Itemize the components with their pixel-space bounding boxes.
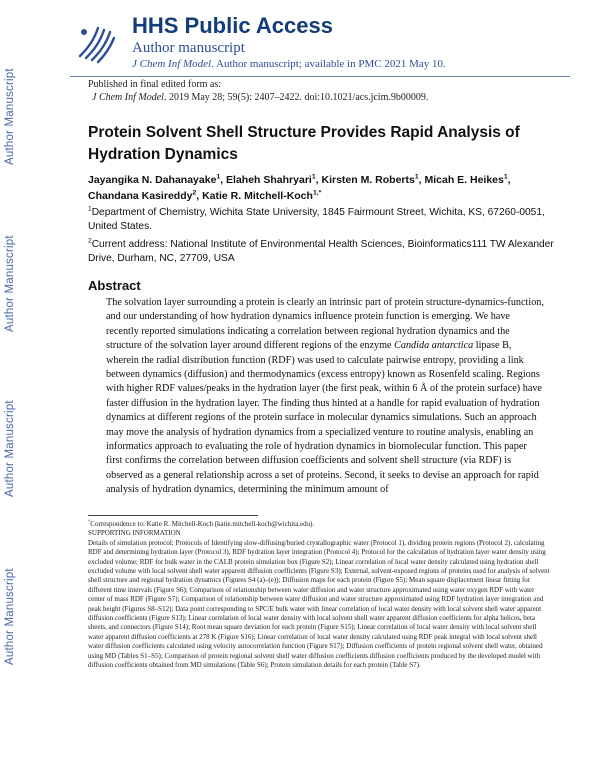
published-line1: Published in final edited form as: [88, 79, 222, 90]
published-info [88, 78, 428, 104]
hhs-eagle-logo-icon [74, 18, 118, 66]
article-title: Protein Solvent Shell Structure Provides Rapid Analysis of Hydration Dynamics [88, 124, 520, 163]
author-list: Jayangika N. Dahanayake$^1$, Elaheh Shahryari$^1$, Kirsten M. Roberts$^1$, Micah E. Heikes$^1$, Chandana Kasireddy$^2$, Katie R. Mitchell-Koch$^{1,*}$ [88, 173, 511, 202]
footnotes [88, 520, 550, 671]
hhs-citation [132, 58, 446, 70]
published-journal: J Chem Inf Model [92, 92, 164, 103]
published-line2 [88, 91, 428, 104]
affiliation-2: $^2$Current address: National Institute of Environmental Health Sciences, Bioinformatics111 TW Alexander Drive, Durham, NC, 27709, USA [88, 237, 554, 264]
side-label-1: Author Manuscript [4, 68, 16, 166]
author: Kirsten M. Roberts$^1$ [321, 173, 419, 186]
author: Chandana Kasireddy$^2$ [88, 189, 197, 202]
header-rule [70, 76, 570, 77]
author: Katie R. Mitchell-Koch$^{1,*}$ [202, 189, 322, 202]
author: Jayangika N. Dahanayake$^1$ [88, 173, 221, 186]
author: Micah E. Heikes$^1$ [424, 173, 508, 186]
author: Elaheh Shahryari$^1$ [226, 173, 316, 186]
abstract-text: The solvation layer surrounding a protein is clearly an intrinsic part of protein structure-dynamics-function, and our understanding of how hydration dynamics influence protein function is emerging. We have recently reported simulations indicating a correlation between regional hydration dynamics and the structure of the solvation layer around different regions of the enzyme Candida antarctica lipase B, wherein the radial distribution function (RDF) was used to calculate pairwise entropy, providing a link between dynamics (diffusion) and thermodynamics (excess entropy) known as Rosenfeld scaling. Regions with higher RDF values/peaks in the hydration layer (the first peak, within 6 Å of the protein surface) have faster diffusion in the hydration layer. The finding thus hinted at a handle for rapid evaluation of hydration dynamics at different regions of the protein surface in molecular dynamics simulations. Such an approach may move the analysis of hydration dynamics from a specialized venture to routine analysis, enabling an informatics approach to evaluating the role of hydration dynamics in biomolecular function. This paper first confirms the correlation between diffusion coefficients and solvent shell structure (via RDF) is observed as a general relationship across a set of proteins. Second, it seeks to devise an approach for rapid analysis of hydration dynamics, determining the minimum amount of [106, 297, 544, 496]
supporting-text: Details of simulation protocol; Protocols of Identifying slow-diffusing/buried crystallographic water (Protocol 1), dividing protein regions (Protocol 2), calculating RDF and determining hydration layer (Protocol 3), RDF hydration layer integration (Protocol 4); Protocol for the calculation of hydration layer water density using excluded volume; RDF for bulk water in the CALB protein simulation box (Figure S2); Linear correlation of local water density calculated using hydration shell excluded volume with local solvent shell water apparent diffusion coefficients (Figure S3); External, solvent-exposed regions of proteins used for analysis of solvent shell structure and regional hydration dynamics (Figures S4 (a)–(e)); Diffusion maps for each protein (Figure S5); Mean square displacement linear fitting for different time intervals (Figure S6); Comparison of relationship between water diffusion and water structure approximated using water oxygen RDF with water center of mass RDF (Figure S7); Comparison of relationship between water diffusion and water structure approximated using RDF hydration layer integration and peak height (Figures S8–S12); Data point corresponding to SPC/E bulk water with linear correlation of local water density with local solvent shell water apparent diffusion coefficients (Figure S13); Linear correlation of local water density with local solvent shell water apparent diffusion coefficients for alpha helices, beta sheets, and connectors (Figure S14); Root mean square deviation for each protein (Figure S15); Linear correlation of local water density with local solvent shell water apparent diffusion coefficients at 278 K (Figure S16); Linear correlation of local water density calculated using RDF peak integral with local solvent shell water diffusion coefficients calculated using velocity autocorrelation function (Figure S17); Diffusion coefficients of protein regional solvent shell water, obtained using MD (Tables S1–S5); Comparison of protein regional solvent shell water diffusion coefficients diffusion coefficients produced by the developed model with diffusion coefficients obtained from MD simulations (Table S6); Protein simulation details for each protein (Table S7). [88, 538, 550, 670]
abstract-heading: Abstract [88, 278, 141, 293]
published-details: . 2019 May 28; 59(5): 2407–2422. doi:10.1021/acs.jcim.9b00009. [163, 92, 429, 103]
side-label-3: Author Manuscript [4, 400, 16, 498]
hhs-citation-rest: . Author manuscript; available in PMC 2021 May 10. [211, 58, 446, 70]
hhs-title: HHS Public Access [132, 13, 333, 38]
correspondence-note: *Correspondence to: Katie R. Mitchell-Koch (katie.mitchell-koch@wichita.edu). [88, 518, 315, 528]
hhs-subtitle: Author manuscript [132, 40, 245, 56]
side-label-2: Author Manuscript [4, 235, 16, 333]
footnote-rule [88, 515, 258, 516]
affiliation-1: $^1$Department of Chemistry, Wichita State University, 1845 Fairmount Street, Wichita, KS, 67260-0051, United States. [88, 205, 545, 232]
side-label-4: Author Manuscript [4, 568, 16, 666]
hhs-journal-abbrev: J Chem Inf Model [132, 58, 212, 70]
supporting-heading: SUPPORTING INFORMATION [88, 529, 181, 538]
